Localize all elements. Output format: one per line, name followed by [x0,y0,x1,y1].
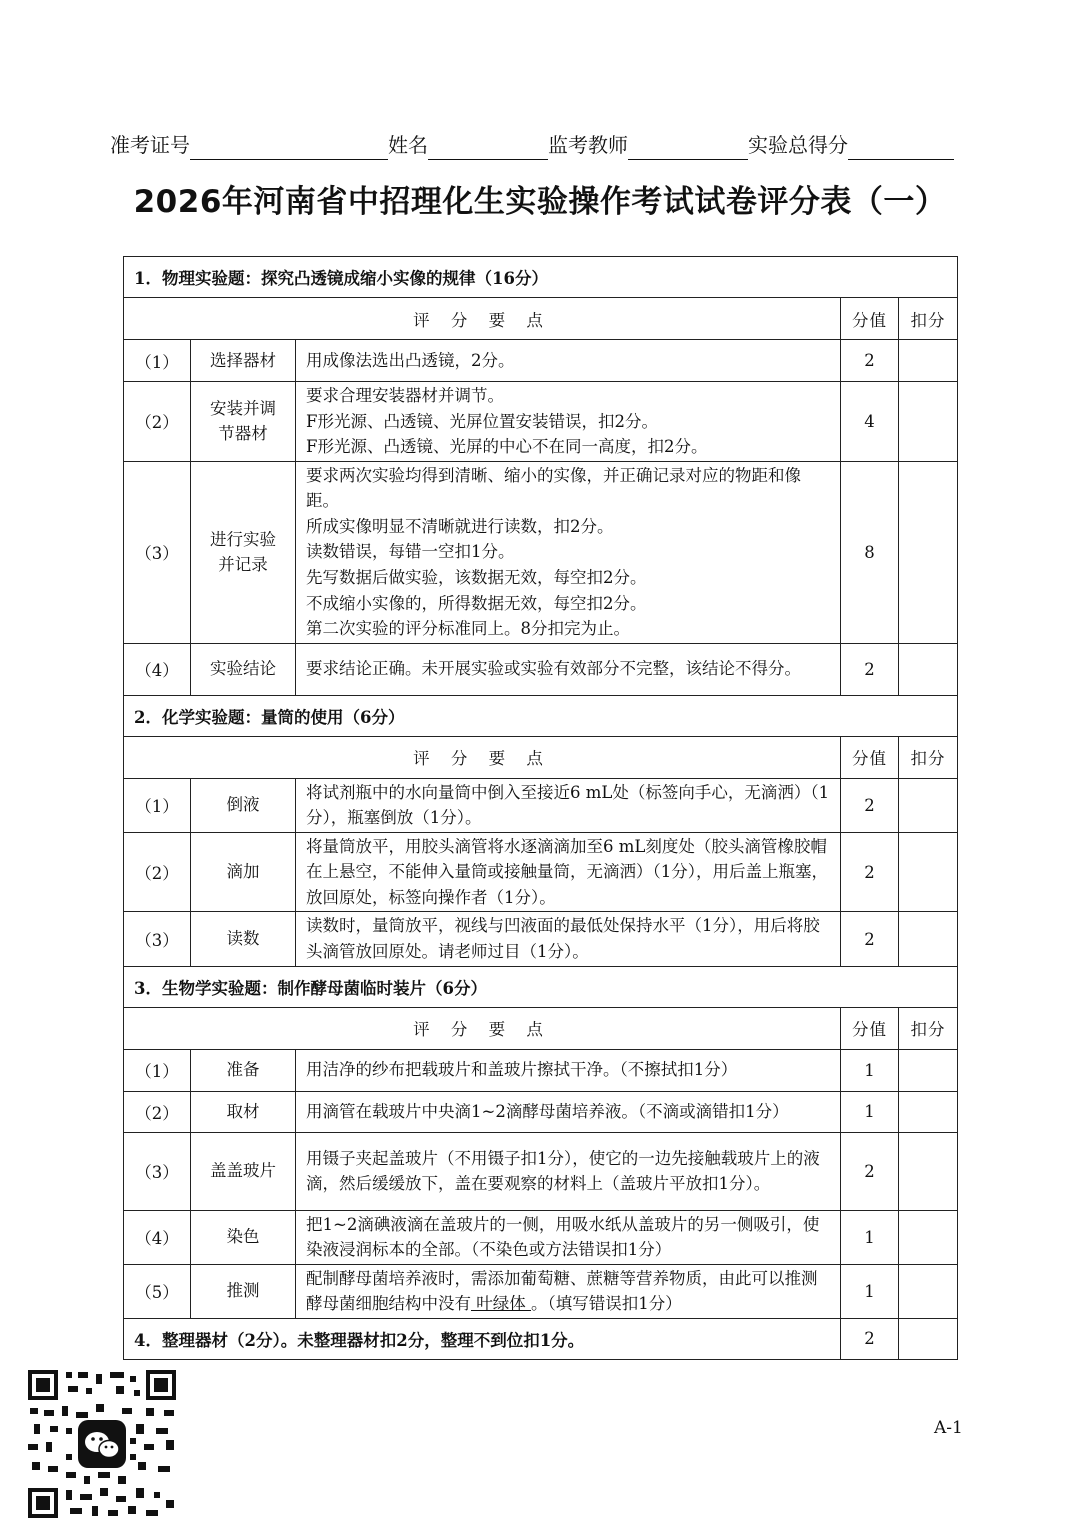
criteria-tail: 。（填写错误扣1分） [531,1294,682,1314]
deduction-cell[interactable] [899,382,958,462]
point-value: 1 [841,1210,899,1264]
page-number: A-1 [934,1418,963,1438]
step-name: 染色 [191,1210,296,1264]
deduction-cell[interactable] [899,1210,958,1264]
col-header-value: 分值 [841,298,899,340]
col-header-points: 评 分 要 点 [124,1007,841,1049]
table-row [124,912,958,966]
table-row [124,1132,958,1210]
candidate-info-line [110,130,980,160]
page-title: 2026年河南省中招理化生实验操作考试试卷评分表（一） [133,184,947,220]
deduction-cell[interactable] [899,832,958,912]
criteria-line: 将量筒放平，用胶头滴管将水逐滴滴加至6 mL刻度处（胶头滴管橡胶帽在上悬空，不能伸入量筒或接触量筒，无滴洒）（1分），用后盖上瓶塞，放回原处，标签向操作者（1分）。 [306,836,828,907]
table-row [124,1049,958,1091]
criteria-line: 读数时，量筒放平，视线与凹液面的最低处保持水平（1分），用后将胶头滴管放回原处。请老师过目（1分）。 [306,916,820,961]
step-name: 读数 [191,912,296,966]
scoring-criteria [296,1264,841,1318]
step-name: 选择器材 [191,340,296,382]
step-name: 进行实验并记录 [191,461,296,643]
criteria-line: 用镊子夹起盖玻片（不用镊子扣1分），使它的一边先接触载玻片上的液滴，然后缓缓放下，盖在要观察的材料上（盖玻片平放扣1分）。 [306,1148,820,1194]
criteria-line: 用滴管在载玻片中央滴1~2滴酵母菌培养液。（不滴或滴错扣1分） [306,1101,789,1121]
criteria-line: 要求两次实验均得到清晰、缩小的实像，并正确记录对应的物距和像距。 [306,465,801,511]
criteria-line: 配制酵母菌培养液时，需添加葡萄糖、蔗糖等营养物质，由此可以推测酵母菌细胞结构中没有 [306,1268,818,1314]
table-row [124,778,958,832]
deduction-cell[interactable] [899,778,958,832]
col-header-deduct: 扣分 [899,736,958,778]
table-row [124,382,958,462]
table-row [124,340,958,382]
scoring-criteria [296,778,841,832]
table-row [124,461,958,643]
deduction-cell[interactable] [899,1318,958,1359]
row-number: （2） [124,832,191,912]
table-row [124,1264,958,1318]
proctor-field[interactable] [628,135,748,160]
point-value: 2 [841,912,899,966]
col-header-value: 分值 [841,1007,899,1049]
point-value: 2 [841,1132,899,1210]
point-value: 2 [841,340,899,382]
deduction-cell[interactable] [899,461,958,643]
scoring-criteria [296,912,841,966]
exam-id-label: 准考证号 [110,133,190,157]
deduction-cell[interactable] [899,1132,958,1210]
deduction-cell[interactable] [899,340,958,382]
criteria-line: 把1~2滴碘液滴在盖玻片的一侧，用吸水纸从盖玻片的另一侧吸引，使染液浸润标本的全部。（不染色或方法错误扣1分） [306,1214,820,1260]
step-name: 盖盖玻片 [191,1132,296,1210]
scoring-criteria [296,1091,841,1132]
criteria-line: 要求结论正确。未开展实验或实验有效部分不完整，该结论不得分。 [306,659,801,679]
row-number: （4） [124,643,191,695]
name-label: 姓名 [388,133,428,157]
scoring-criteria [296,461,841,643]
criteria-line: 所成实像明显不清晰就进行读数，扣2分。 [306,516,614,536]
point-value: 2 [841,778,899,832]
point-value: 8 [841,461,899,643]
point-value: 2 [841,1318,899,1359]
table-row [124,1210,958,1264]
deduction-cell[interactable] [899,1264,958,1318]
table-row [124,643,958,695]
step-name: 安装并调节器材 [191,382,296,462]
criteria-line: 要求合理安装器材并调节。 [306,386,504,405]
row-number: （3） [124,461,191,643]
row-number: （3） [124,1132,191,1210]
col-header-deduct: 扣分 [899,298,958,340]
criteria-line: 将试剂瓶中的水向量筒中倒入至接近6 mL处（标签向手心，无滴洒）（1分），瓶塞倒放（1分）。 [306,782,830,828]
point-value: 1 [841,1049,899,1091]
step-name: 实验结论 [191,643,296,695]
section-chemistry-title: 2．化学实验题：量筒的使用（6分） [124,695,958,736]
row-number: （3） [124,912,191,966]
criteria-line: F形光源、凸透镜、光屏的中心不在同一高度，扣2分。 [306,437,708,457]
row-number: （2） [124,382,191,462]
step-name: 取材 [191,1091,296,1132]
row-number: （1） [124,778,191,832]
section-cleanup-title: 4．整理器材（2分）。未整理器材扣2分，整理不到位扣1分。 [124,1318,841,1359]
table-row [124,832,958,912]
deduction-cell[interactable] [899,912,958,966]
step-name: 推测 [191,1264,296,1318]
step-name: 滴加 [191,832,296,912]
scoring-criteria [296,643,841,695]
table-row [124,1091,958,1132]
criteria-line: 先写数据后做实验，该数据无效，每空扣2分。 [306,567,647,587]
scoring-criteria [296,1049,841,1091]
col-header-deduct: 扣分 [899,1007,958,1049]
step-name: 准备 [191,1049,296,1091]
criteria-line: 用洁净的纱布把载玻片和盖玻片擦拭干净。（不擦拭扣1分） [306,1060,738,1080]
answer-blank: 叶绿体 [471,1294,531,1314]
scoring-criteria [296,1132,841,1210]
row-number: （2） [124,1091,191,1132]
scoring-criteria [296,340,841,382]
section-biology-title: 3．生物学实验题：制作酵母菌临时装片（6分） [124,966,958,1007]
row-number: （5） [124,1264,191,1318]
point-value: 2 [841,832,899,912]
row-number: （1） [124,1049,191,1091]
scoring-criteria [296,1210,841,1264]
total-score-label: 实验总得分 [748,133,848,157]
scoring-criteria [296,382,841,462]
point-value: 4 [841,382,899,462]
row-number: （1） [124,340,191,382]
point-value: 1 [841,1264,899,1318]
total-score-field[interactable] [848,135,954,160]
col-header-points: 评 分 要 点 [124,736,841,778]
criteria-line: 读数错误，每错一空扣1分。 [306,542,515,562]
criteria-line: 第二次实验的评分标准同上。8分扣完为止。 [306,619,630,639]
point-value: 1 [841,1091,899,1132]
criteria-line: F形光源、凸透镜、光屏位置安装错误，扣2分。 [306,411,658,431]
scoring-table [123,256,958,1360]
step-name: 倒液 [191,778,296,832]
deduction-cell[interactable] [899,1049,958,1091]
qr-code-icon [26,1368,178,1520]
point-value: 2 [841,643,899,695]
col-header-value: 分值 [841,736,899,778]
criteria-line: 用成像法选出凸透镜，2分。 [306,350,515,370]
proctor-label: 监考教师 [548,133,628,157]
name-field[interactable] [428,135,548,160]
deduction-cell[interactable] [899,1091,958,1132]
deduction-cell[interactable] [899,643,958,695]
section-physics-title: 1．物理实验题：探究凸透镜成缩小实像的规律（16分） [124,257,958,298]
exam-id-field[interactable] [190,135,388,160]
row-number: （4） [124,1210,191,1264]
scoring-criteria [296,832,841,912]
criteria-line: 不成缩小实像的，所得数据无效，每空扣2分。 [306,593,647,613]
col-header-points: 评 分 要 点 [124,298,841,340]
